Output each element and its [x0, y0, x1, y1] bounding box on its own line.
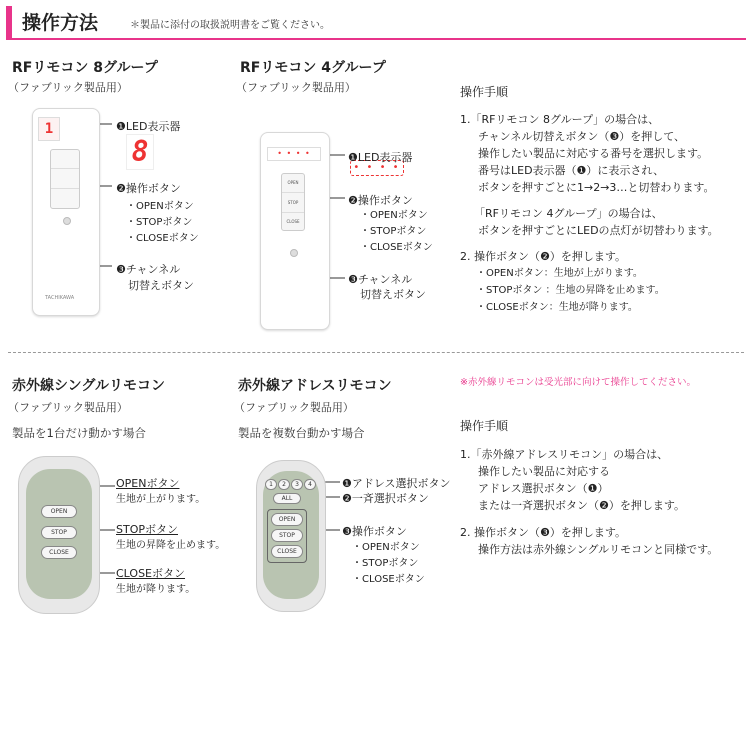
rf4-callout-operation: ❷操作ボタン	[348, 194, 413, 207]
rf8-item-close: ・CLOSEボタン	[126, 233, 199, 244]
rf4-title: RFリモコン 4グループ	[240, 60, 386, 76]
rf-step1-line3: 操作したい製品に対応する番号を選択します。	[478, 147, 709, 160]
rf4-item-open: ・OPENボタン	[360, 210, 428, 221]
ir-address-callout1: ❶アドレス選択ボタン	[342, 477, 451, 490]
rf8-callout-operation: ❷操作ボタン	[116, 182, 181, 195]
rf4-open-button[interactable]: OPEN	[282, 174, 304, 193]
ir-single-desc: 製品を1台だけ動かす場合	[12, 426, 146, 440]
rf-steps-heading: 操作手順	[460, 85, 509, 99]
ir-address-callout3: ❸操作ボタン	[342, 525, 407, 538]
rf8-channel-button[interactable]	[63, 217, 71, 225]
rf4-stop-button[interactable]: STOP	[282, 193, 304, 213]
rf4-callout-items	[360, 208, 433, 256]
ir-address-item-open: ・OPENボタン	[352, 542, 420, 553]
ir-steps-list	[460, 446, 718, 558]
rf4-channel-line1: ❸チャンネル	[348, 273, 413, 286]
rf8-operation-buttons[interactable]	[50, 149, 80, 209]
rf4-channel-line2: 切替えボタン	[360, 288, 426, 301]
ir-step2-line2: 操作方法は赤外線シングルリモコンと同様です。	[478, 543, 719, 556]
ir-single-close-label: CLOSEボタン	[116, 567, 186, 580]
ir-single-title: 赤外線シングルリモコン	[12, 378, 165, 394]
ir-single-open-desc: 生地が上がります。	[116, 494, 206, 505]
ir-address-item-stop: ・STOPボタン	[352, 558, 419, 569]
ir-single-subtitle: （ファブリック製品用）	[8, 401, 128, 414]
rf4-led-dots: • • • •	[353, 162, 401, 173]
rf4-item-close: ・CLOSEボタン	[360, 242, 433, 253]
ir-single-stop-button[interactable]: STOP	[41, 526, 77, 539]
address-button-2[interactable]: 2	[278, 479, 290, 490]
ir-single-open-callout	[116, 476, 205, 508]
ir-address-stop-button[interactable]: STOP	[271, 529, 303, 542]
rf-steps-list	[460, 111, 719, 316]
rf-step1-line1: 1.「RFリモコン 8グループ」の場合は、	[460, 113, 660, 126]
ir-address-callout2: ❷一斉選択ボタン	[342, 492, 429, 505]
ir-single-stop-desc: 生地の昇降を止めます。	[116, 540, 226, 551]
rf4-led-strip	[267, 147, 321, 161]
ir-step1-line2: 操作したい製品に対応する	[478, 465, 610, 478]
ir-step2-line1: 2. 操作ボタン（❸）を押します。	[460, 526, 626, 539]
ir-address-callout3-items	[352, 540, 425, 588]
rf4-close-button[interactable]: CLOSE	[286, 219, 300, 224]
header-note: ＊製品に添付の取扱説明書をご覧ください。	[130, 20, 330, 31]
rf4-subtitle: （ファブリック製品用）	[236, 81, 356, 94]
rf4-item-stop: ・STOPボタン	[360, 226, 427, 237]
address-button-3[interactable]: 3	[291, 479, 303, 490]
ir-single-close-callout	[116, 566, 195, 598]
ir-single-open-label: OPENボタン	[116, 477, 180, 490]
rf-step2-open: ・OPENボタン：生地が上がります。	[476, 268, 643, 279]
rf8-stop-button[interactable]	[51, 169, 79, 189]
ir-address-desc: 製品を複数台動かす場合	[238, 426, 365, 440]
ir-address-item-close: ・CLOSEボタン	[352, 574, 425, 585]
rf8-callout-items	[126, 199, 199, 247]
ir-step1-line3: アドレス選択ボタン（❶）	[478, 482, 609, 495]
address-button-1[interactable]: 1	[265, 479, 277, 490]
rf-step2-line1: 2. 操作ボタン（❷）を押します。	[460, 250, 626, 263]
rf8-callout-led: ❶LED表示器	[116, 120, 181, 133]
rf8-led-digit: 8	[131, 135, 149, 168]
ir-steps-heading: 操作手順	[460, 419, 509, 433]
ir-address-title: 赤外線アドレスリモコン	[238, 378, 392, 394]
ir-address-select-buttons	[265, 479, 317, 489]
rf4-channel-button[interactable]	[290, 249, 298, 257]
rf-step1-line7: ボタンを押すごとにLEDの点灯が切替わります。	[478, 224, 719, 237]
rf8-led-small: 1	[44, 121, 54, 137]
ir-address-remote	[256, 460, 326, 612]
rf8-channel-line1: ❸チャンネル	[116, 263, 181, 276]
section-divider	[8, 352, 744, 353]
ir-address-subtitle: （ファブリック製品用）	[234, 401, 354, 414]
rf8-title: RFリモコン 8グループ	[12, 60, 158, 76]
ir-single-remote	[18, 456, 100, 614]
rf-step2-close: ・CLOSEボタン：生地が降ります。	[476, 302, 638, 313]
ir-step1-line1: 1.「赤外線アドレスリモコン」の場合は、	[460, 448, 669, 461]
rf4-callout-channel	[348, 272, 426, 302]
rf8-led-display	[126, 134, 154, 170]
rf8-brand: TACHIKAWA	[45, 295, 75, 301]
rf-step2-stop: ・STOPボタン ：生地の昇降を止めます。	[476, 285, 665, 296]
ir-warning: ※赤外線リモコンは受光部に向けて操作してください。	[460, 377, 696, 388]
page-title: 操作方法	[22, 12, 99, 34]
ir-single-stop-callout	[116, 522, 225, 554]
rf8-open-button[interactable]	[51, 150, 79, 169]
address-button-4[interactable]: 4	[304, 479, 316, 490]
ir-single-close-button[interactable]: CLOSE	[41, 546, 77, 559]
rf8-led-window	[38, 117, 60, 141]
rf4-operation-buttons[interactable]	[281, 173, 305, 231]
ir-address-open-button[interactable]: OPEN	[271, 513, 303, 526]
rf4-remote	[260, 132, 330, 330]
rf8-close-button[interactable]	[51, 189, 79, 207]
ir-address-all-button[interactable]: ALL	[273, 493, 301, 504]
ir-single-open-button[interactable]: OPEN	[41, 505, 77, 518]
rf8-callout-channel	[116, 262, 194, 294]
ir-step1-line4: または一斉選択ボタン（❷）を押します。	[478, 499, 685, 512]
rf8-subtitle: （ファブリック製品用）	[8, 81, 128, 94]
rf-step1-line4: 番号はLED表示器（❶）に表示され、	[478, 164, 665, 177]
ir-single-close-desc: 生地が降ります。	[116, 584, 196, 595]
rf-step1-line2: チャンネル切替えボタン（❸）を押して、	[478, 130, 685, 143]
rf8-item-stop: ・STOPボタン	[126, 217, 193, 228]
rf4-callout-led: ❶LED表示器	[348, 151, 413, 164]
rf4-led-dots-small: • • • •	[277, 149, 311, 158]
rf8-item-open: ・OPENボタン	[126, 201, 194, 212]
rf8-channel-line2: 切替えボタン	[128, 279, 194, 292]
rf-step1-line5: ボタンを押すごとに1→2→3…と切替わります。	[478, 181, 715, 194]
rf-step1-line6: 「RFリモコン 4グループ」の場合は、	[474, 207, 663, 220]
rf8-remote	[32, 108, 100, 316]
ir-address-close-button[interactable]: CLOSE	[271, 545, 303, 558]
ir-single-stop-label: STOPボタン	[116, 523, 178, 536]
